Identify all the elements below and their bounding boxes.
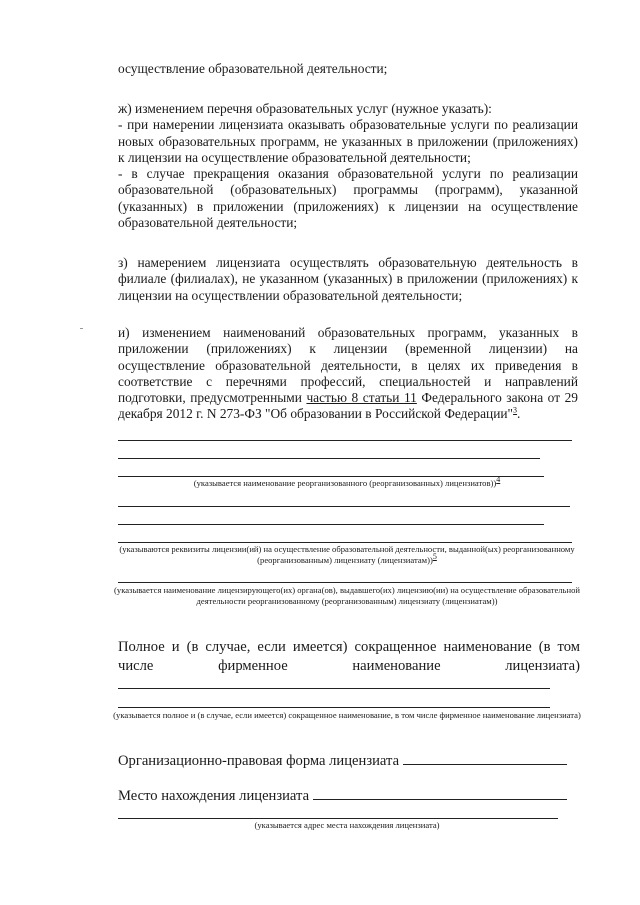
location-label	[118, 787, 580, 806]
licensing-body-field-line[interactable]	[118, 582, 572, 583]
caption-reorganized-name-text: (указывается наименование реорганизованного (реорганизованных) лицензиатов))	[193, 478, 497, 488]
caption-license-details	[112, 544, 582, 566]
location-label-text: Место нахождения лицензиата	[118, 788, 310, 804]
legal-form-field[interactable]	[403, 763, 567, 765]
paragraph-z: з) намерением лицензиата осуществлять образовательную деятельность в филиале (филиалах), не указанном (указанных) в приложении (приложениях) к лицензии на осуществлении образовательной деятельности;	[118, 255, 578, 303]
paragraph-i-text: и) изменением наименований образовательных программ, указанных в приложении (приложениях) к лицензии (временной лицензии) на осуществление образовательной деятельности, в целях их приведения в соответствие с перечнями профессий, специальностей и направлений подготовки, предусмотренными	[118, 325, 578, 406]
law-article-link[interactable]: частью 8 статьи 11	[306, 390, 417, 406]
full-name-label-text: Полное и (в случае, если имеется) сокращенное наименование (в том числе фирменное наименование лицензиата)	[118, 639, 580, 674]
footnote-5-mark[interactable]: 5	[432, 552, 437, 562]
caption-licensing-body: (указывается наименование лицензирующего(их) органа(ов), выдавшего(их) лицензию(ии) на осуществление образовательной деятельности реорганизованному (реорганизованным) лицензиату (лицензиатам))	[114, 585, 580, 606]
location-field-line-2[interactable]	[118, 818, 558, 819]
paragraph-zh-heading: ж) изменением перечня образовательных услуг (нужное указать):	[118, 101, 492, 116]
full-name-label	[118, 638, 580, 695]
paragraph-i-end: .	[517, 406, 521, 422]
reorganized-name-field-line-2[interactable]	[118, 458, 540, 459]
license-details-field-line-3[interactable]	[118, 542, 572, 543]
margin-mark	[80, 328, 83, 329]
caption-full-name: (указывается полное и (в случае, если имеется) сокращенное наименование, в том числе фирменное наименование лицензиата)	[113, 710, 581, 720]
footnote-4-mark[interactable]: 4	[496, 475, 501, 485]
caption-reorganized-name	[112, 475, 582, 489]
full-name-field-line-3[interactable]	[118, 707, 550, 708]
paragraph-i-tail: Федерального закона от 29 декабря 2012 г. N 273-ФЗ "Об образовании в Российской Федерации"	[118, 390, 578, 422]
footnote-3-mark[interactable]: 3	[513, 406, 518, 416]
caption-license-details-text: (указываются реквизиты лицензии(ий) на осуществление образовательной деятельности, выданной(ых) реорганизованному (реорганизованным) лицензиату (лицензиатам))	[119, 544, 575, 565]
caption-location: (указывается адрес места нахождения лицензиата)	[254, 820, 440, 830]
paragraph-zh	[118, 101, 578, 231]
paragraph-zh-item-1: - при намерении лицензиата оказывать образовательные услуги по реализации новых образовательных программ, не указанных в приложении (приложениях) к лицензии на осуществление образовательной деятельности;	[118, 117, 578, 165]
paragraph-continuation: осуществление образовательной деятельности;	[118, 61, 388, 76]
paragraph-zh-item-2: - в случае прекращения оказания образовательной услуги по реализации образовательной (образовательных) программы (программ), указанной (указанных) в приложении (приложениях) к лицензии на осуществление образовательной деятельности;	[118, 166, 578, 231]
location-field[interactable]	[313, 798, 567, 800]
paragraph-i	[118, 325, 578, 423]
license-details-field-line-2[interactable]	[118, 524, 544, 525]
legal-form-label	[118, 752, 580, 771]
full-name-field-line-2[interactable]	[118, 688, 550, 689]
reorganized-name-field-line-1[interactable]	[118, 440, 572, 441]
license-details-field-line-1[interactable]	[118, 506, 570, 507]
reorganized-name-field-line-3[interactable]	[118, 476, 544, 477]
legal-form-label-text: Организационно-правовая форма лицензиата	[118, 753, 400, 769]
